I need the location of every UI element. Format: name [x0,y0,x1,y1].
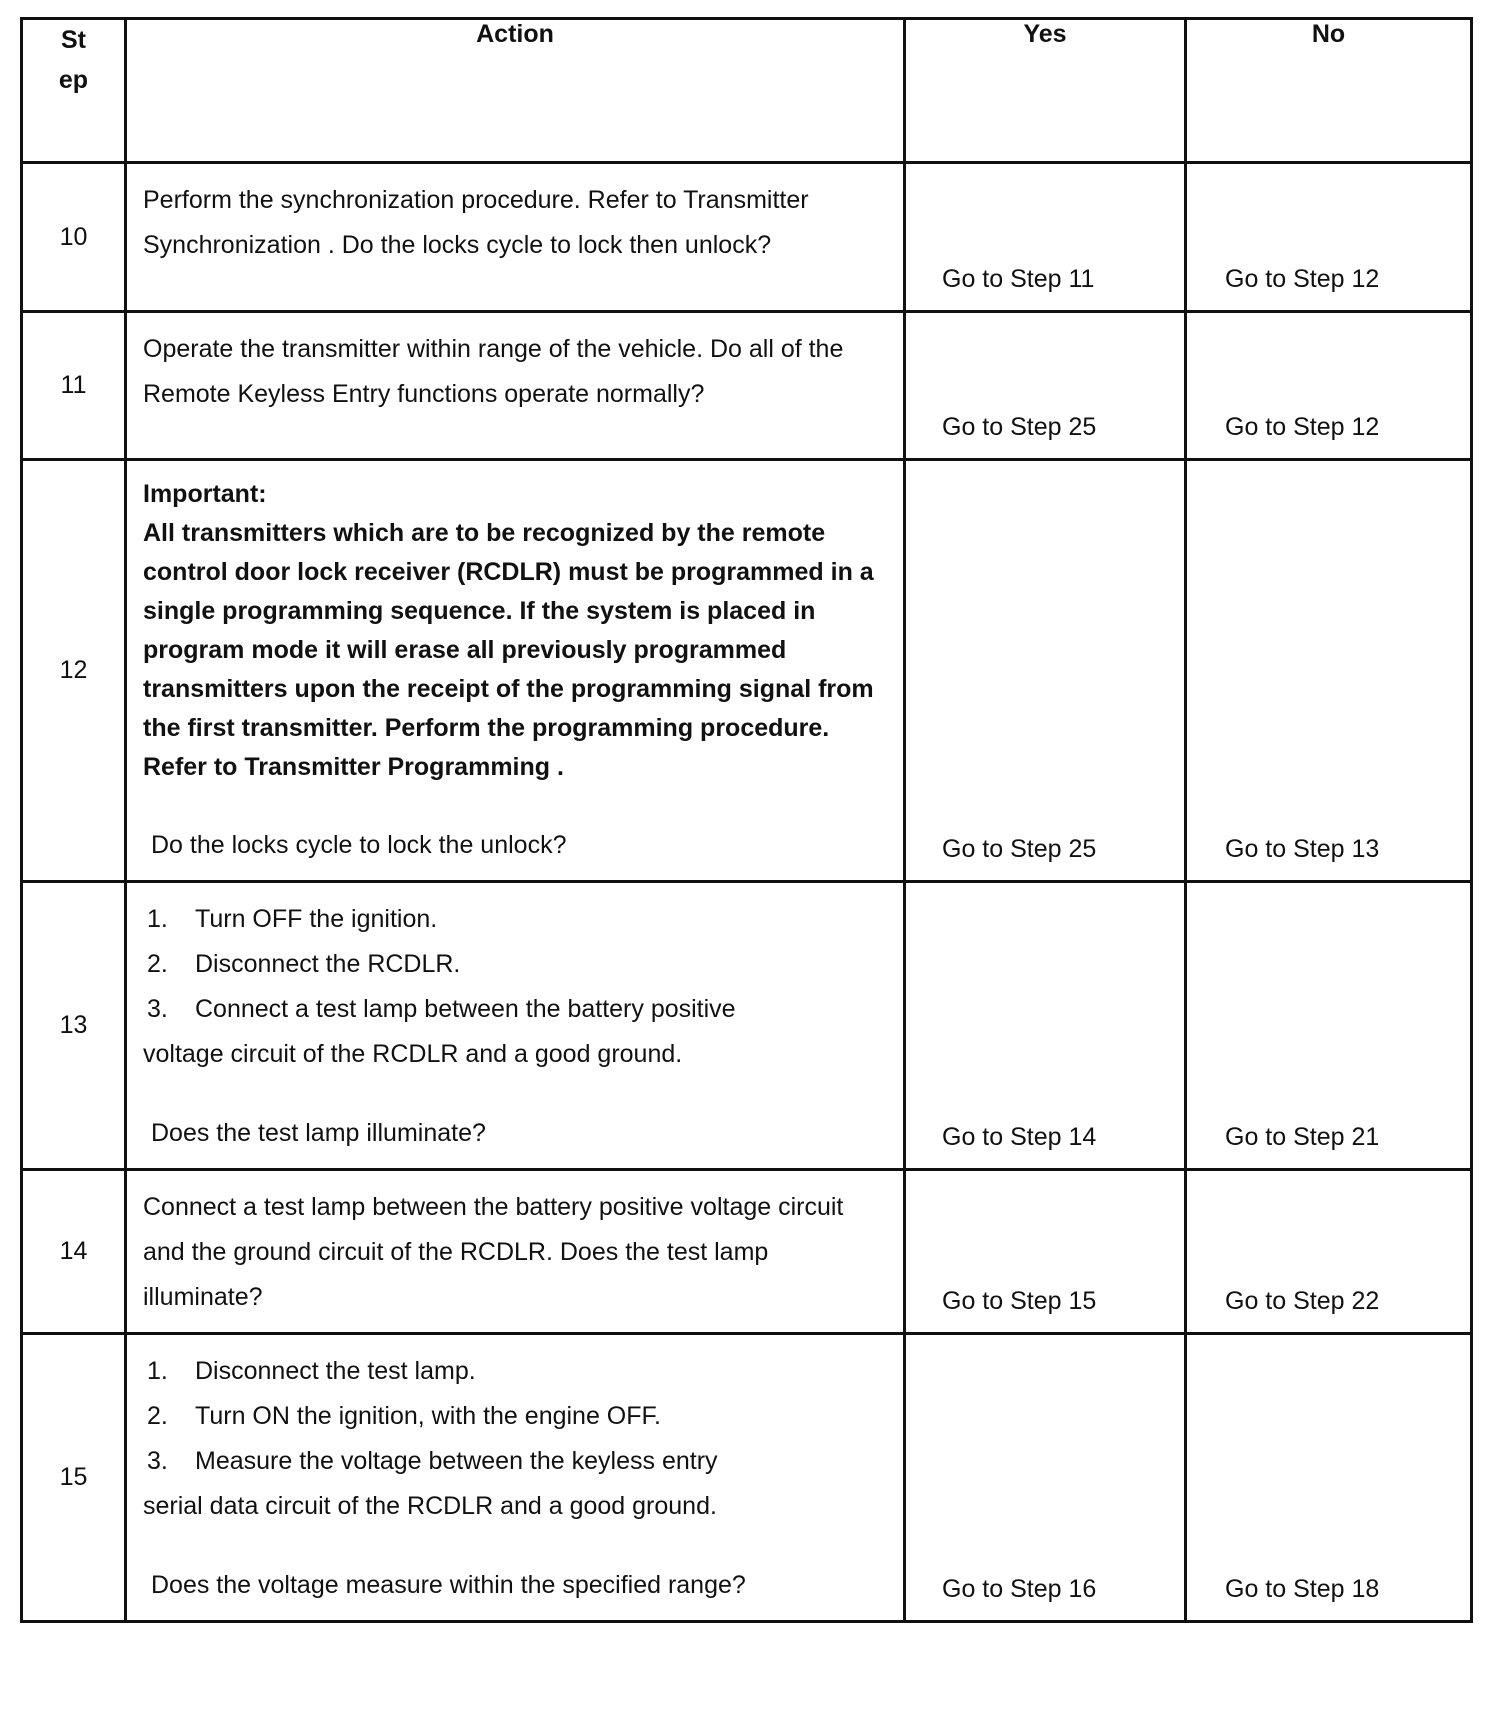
yes-result: Go to Step 15 [905,1170,1186,1334]
action-cell [126,460,905,882]
action-steps [143,1349,885,1484]
table-row [22,163,1472,312]
action-steps [143,897,885,1032]
step-number: 14 [22,1170,126,1334]
yes-result: Go to Step 25 [905,460,1186,882]
list-item: 1. Disconnect the test lamp. [147,1357,476,1385]
action-cell [126,1334,905,1622]
table-row [22,460,1472,882]
table-row [22,1334,1472,1622]
action-question: Does the voltage measure within the specified range? [151,1571,746,1599]
action-continuation: serial data circuit of the RCDLR and a good ground. [143,1492,717,1520]
step-number: 13 [22,882,126,1170]
list-item: 3. Measure the voltage between the keyless entry [147,1447,718,1475]
header-row [22,19,1472,163]
no-result: Go to Step 22 [1186,1170,1472,1334]
step-number: 10 [22,163,126,312]
table-row [22,882,1472,1170]
table-row [22,312,1472,460]
yes-result: Go to Step 11 [905,163,1186,312]
yes-result: Go to Step 16 [905,1334,1186,1622]
header-action: Action [126,19,905,163]
header-no: No [1186,19,1472,163]
action-question: Do the locks cycle to lock the unlock? [151,831,567,859]
no-result: Go to Step 21 [1186,882,1472,1170]
action-cell [126,1170,905,1334]
action-text: Operate the transmitter within range of the vehicle. Do all of the Remote Keyless Entry functions operate normally? [143,335,844,408]
yes-result: Go to Step 14 [905,882,1186,1170]
step-number: 15 [22,1334,126,1622]
no-result: Go to Step 12 [1186,163,1472,312]
step-number: 12 [22,460,126,882]
header-yes: Yes [905,19,1186,163]
header-step: St ep [22,19,126,163]
list-item: 2. Disconnect the RCDLR. [147,950,461,978]
action-text: Connect a test lamp between the battery positive voltage circuit and the ground circuit of the RCDLR. Does the test lamp illuminate? [143,1193,844,1311]
action-cell [126,882,905,1170]
action-text: Perform the synchronization procedure. Refer to Transmitter Synchronization . Do the locks cycle to lock then unlock? [143,186,809,259]
diagnostic-table [20,17,1473,1623]
action-question: Does the test lamp illuminate? [151,1119,486,1147]
step-number: 11 [22,312,126,460]
action-cell [126,312,905,460]
no-result: Go to Step 18 [1186,1334,1472,1622]
no-result: Go to Step 12 [1186,312,1472,460]
action-continuation: voltage circuit of the RCDLR and a good ground. [143,1040,683,1068]
no-result: Go to Step 13 [1186,460,1472,882]
important-text: All transmitters which are to be recognized by the remote control door lock receiver (RCDLR) must be programmed in a single programming sequence. If the system is placed in program mode it will erase all previously programmed transmitters upon the receipt of the programming signal from the first transmitter. Perform the programming procedure. Refer to Transmitter Programming . [143,519,874,781]
list-item: 1. Turn OFF the ignition. [147,905,438,933]
list-item: 3. Connect a test lamp between the battery positive [147,995,736,1023]
important-label: Important: [143,480,267,508]
table-row [22,1170,1472,1334]
list-item: 2. Turn ON the ignition, with the engine OFF. [147,1402,661,1430]
action-cell [126,163,905,312]
yes-result: Go to Step 25 [905,312,1186,460]
